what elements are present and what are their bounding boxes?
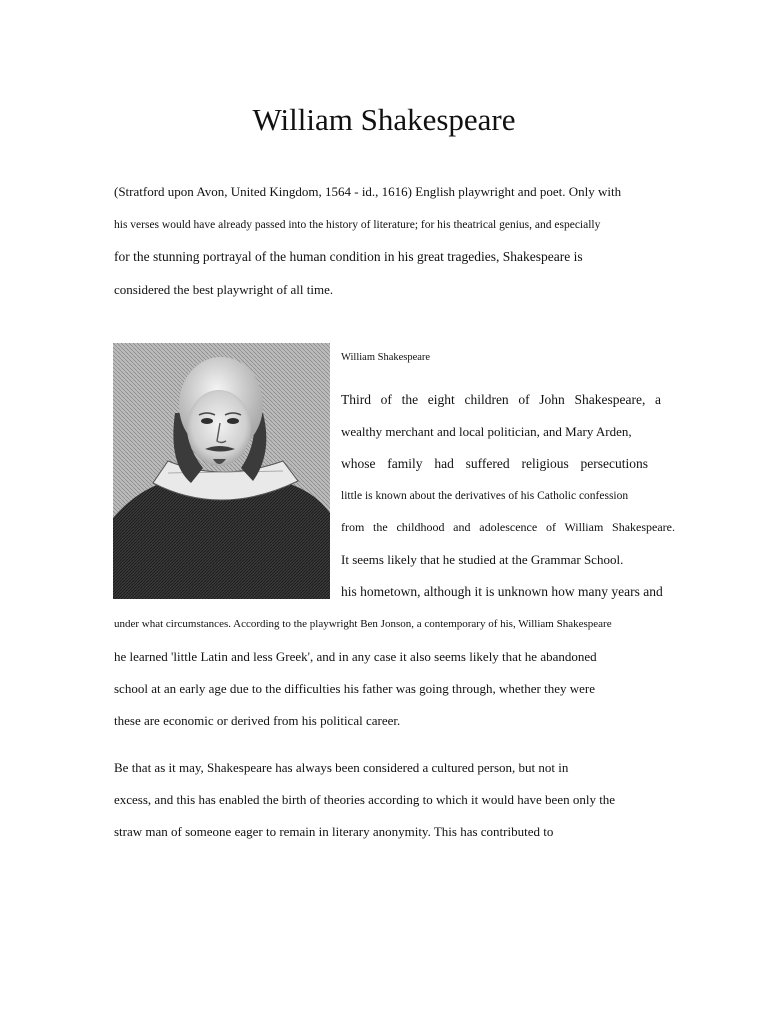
- body-line-4: these are economic or derived from his political career.: [114, 713, 401, 728]
- paragraph2-line-2: excess, and this has enabled the birth of theories according to which it would have been only the: [114, 792, 616, 807]
- image-caption: William Shakespeare: [341, 352, 431, 363]
- body-line-3: school at an early age due to the difficulties his father was going through, whether they were: [114, 681, 595, 696]
- document-title: William Shakespeare: [252, 102, 516, 137]
- intro-line-4: considered the best playwright of all time.: [114, 282, 334, 297]
- side-line-6: It seems likely that he studied at the Grammar School.: [341, 552, 624, 567]
- intro-line-1: (Stratford upon Avon, United Kingdom, 1564 - id., 1616) English playwright and poet. Only with: [114, 184, 622, 199]
- body-line-1: under what circumstances. According to the playwright Ben Jonson, a contemporary of his, William Shakespeare: [114, 618, 612, 630]
- side-line-3: whose family had suffered religious persecutions: [341, 456, 648, 471]
- intro-line-3: for the stunning portrayal of the human condition in his great tragedies, Shakespeare is: [114, 249, 583, 264]
- paragraph2-line-1: Be that as it may, Shakespeare has always been considered a cultured person, but not in: [114, 760, 569, 775]
- side-line-1: Third of the eight children of John Shakespeare, a: [341, 392, 661, 407]
- intro-line-2: his verses would have already passed into the history of literature; for his theatrical genius, and especially: [114, 219, 601, 231]
- side-line-5: from the childhood and adolescence of William Shakespeare.: [341, 520, 675, 534]
- paragraph2-line-3: straw man of someone eager to remain in literary anonymity. This has contributed to: [114, 824, 554, 839]
- shakespeare-portrait-image: [113, 343, 330, 599]
- side-line-4: little is known about the derivatives of his Catholic confession: [341, 490, 629, 502]
- side-line-7: his hometown, although it is unknown how many years and: [341, 584, 663, 599]
- side-line-2: wealthy merchant and local politician, and Mary Arden,: [341, 424, 632, 439]
- body-line-2: he learned 'little Latin and less Greek', and in any case it also seems likely that he abandoned: [114, 649, 597, 664]
